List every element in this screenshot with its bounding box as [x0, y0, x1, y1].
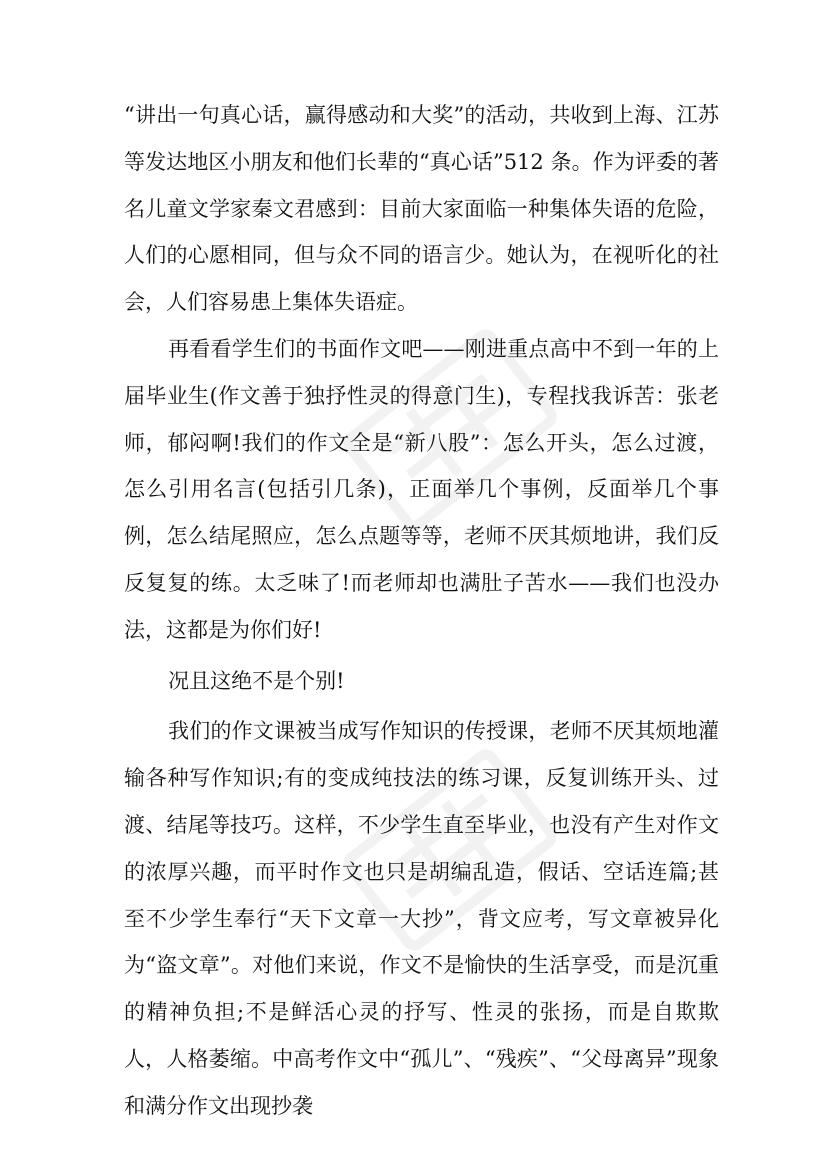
paragraph-2: 再看看学生们的书面作文吧——刚进重点高中不到一年的上届毕业生(作文善于独抒性灵的得意门生)，专程找我诉苦：张老师，郁闷啊!我们的作文全是“新八股”：怎么开头，怎么过渡，怎么引用名言(包括引几条)，正面举几个事例，反面举几个事例，怎么结尾照应，怎么点题等等，老师不厌其烦地讲，我们反反复复的练。太乏味了!而老师却也满肚子苦水——我们也没办法，这都是为你们好! [124, 336, 719, 642]
paragraph-4: 我们的作文课被当成写作知识的传授课，老师不厌其烦地灌输各种写作知识;有的变成纯技法的练习课，反复训练开头、过渡、结尾等技巧。这样，不少学生直至毕业，也没有产生对作文的浓厚兴趣，而平时作文也只是胡编乱造，假话、空话连篇;甚至不少学生奉行“天下文章一大抄”，背文应考，写文章被异化为“盗文章”。对他们来说，作文不是愉快的生活享受，而是沉重的精神负担;不是鲜活心灵的抒写、性灵的张扬，而是自欺欺人，人格萎缩。中高考作文中“孤儿”、“残疾”、“父母离异”现象和满分作文出现抄袭 [124, 719, 719, 1118]
body-text [124, 92, 719, 1130]
paragraph-1: “讲出一句真心话，赢得感动和大奖”的活动，共收到上海、江苏等发达地区小朋友和他们长辈的“真心话”512 条。作为评委的著名儿童文学家秦文君感到：目前大家面临一种集体失语的危险，人们的心愿相同，但与众不同的语言少。她认为，在视听化的社会，人们容易患上集体失语症。 [124, 103, 719, 315]
paragraph-3: 况且这绝不是个别! [168, 668, 345, 693]
